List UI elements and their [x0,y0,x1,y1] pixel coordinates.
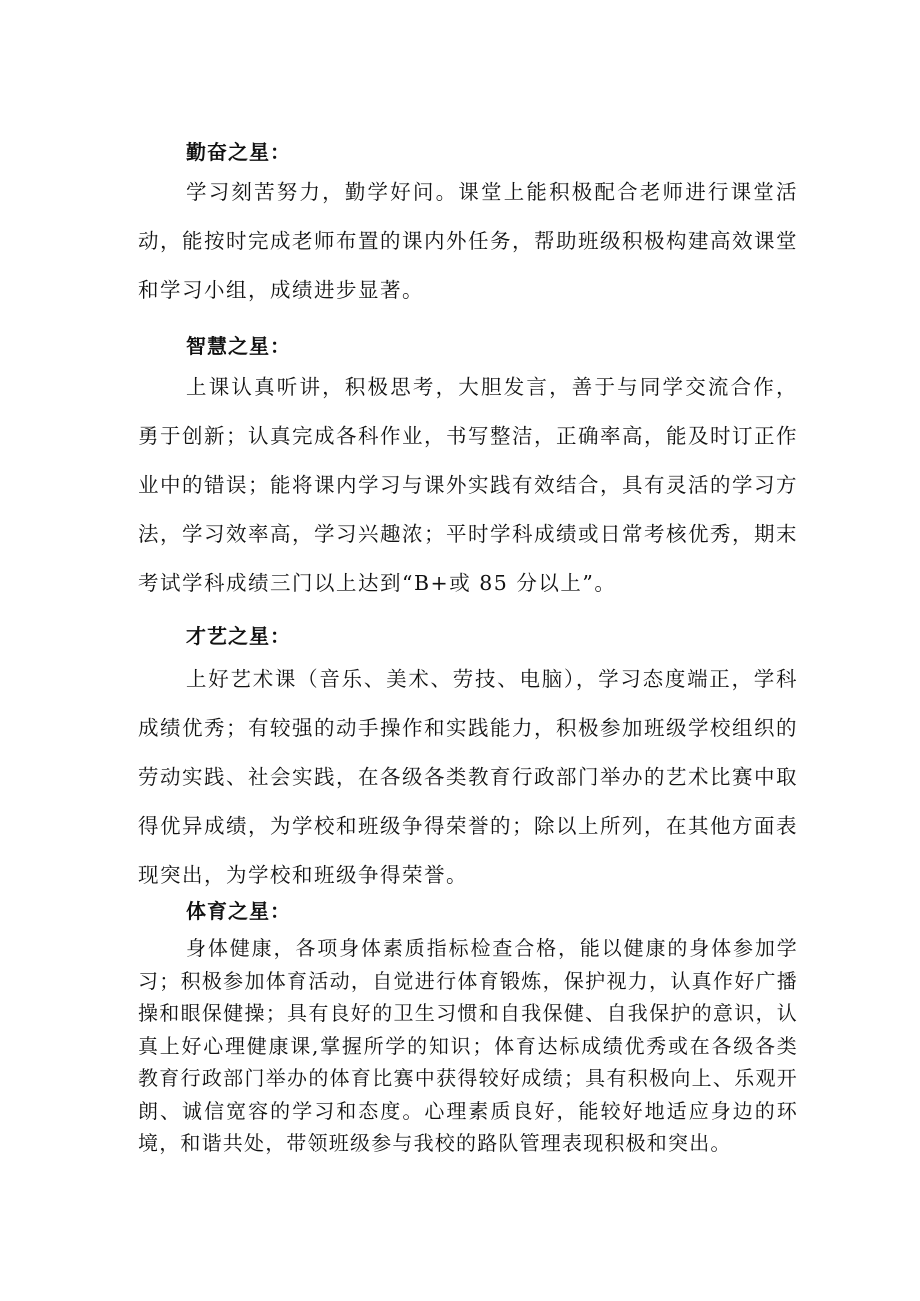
section-body-talent: 上好艺术课（音乐、美术、劳技、电脑），学习态度端正，学科成绩优秀；有较强的动手操作和实践能力，积极参加班级学校组织的劳动实践、社会实践，在各级各类教育行政部门举办的艺术比赛中取得优异成绩，为学校和班级争得荣誉的；除以上所列，在其他方面表现突出，为学校和班级争得荣誉。 [138,667,798,887]
section-body-sports: 身体健康，各项身体素质指标检查合格，能以健康的身体参加学习；积极参加体育活动，自觉进行体育锻炼，保护视力，认真作好广播操和眼保健操；具有良好的卫生习惯和自我保健、自我保护的意识，认真上好心理健康课,掌握所学的知识；体育达标成绩优秀或在各级各类教育行政部门举办的体育比赛中获得较好成绩；具有积极向上、乐观开朗、诚信宽容的学习和态度。心理素质良好，能较好地适应身边的环境，和谐共处，带领班级参与我校的路队管理表现积极和突出。 [138,936,798,1155]
section-heading-sports: 体育之星： [186,899,291,923]
section-heading-diligence: 勤奋之星： [186,140,291,164]
section-body-wisdom: 上课认真听讲，积极思考，大胆发言，善于与同学交流合作，勇于创新；认真完成各科作业，书写整洁，正确率高，能及时订正作业中的错误；能将课内学习与课外实践有效结合，具有灵活的学习方法，学习效率高，学习兴趣浓；平时学科成绩或日常考核优秀，期末考试学科成绩三门以上达到“B+或 85 分以上”。 [138,375,798,595]
section-heading-talent: 才艺之星： [186,624,291,648]
section-body-diligence: 学习刻苦努力，勤学好问。课堂上能积极配合老师进行课堂活动，能按时完成老师布置的课内外任务，帮助班级积极构建高效课堂和学习小组，成绩进步显著。 [138,180,798,302]
section-heading-wisdom: 智慧之星： [186,334,291,358]
